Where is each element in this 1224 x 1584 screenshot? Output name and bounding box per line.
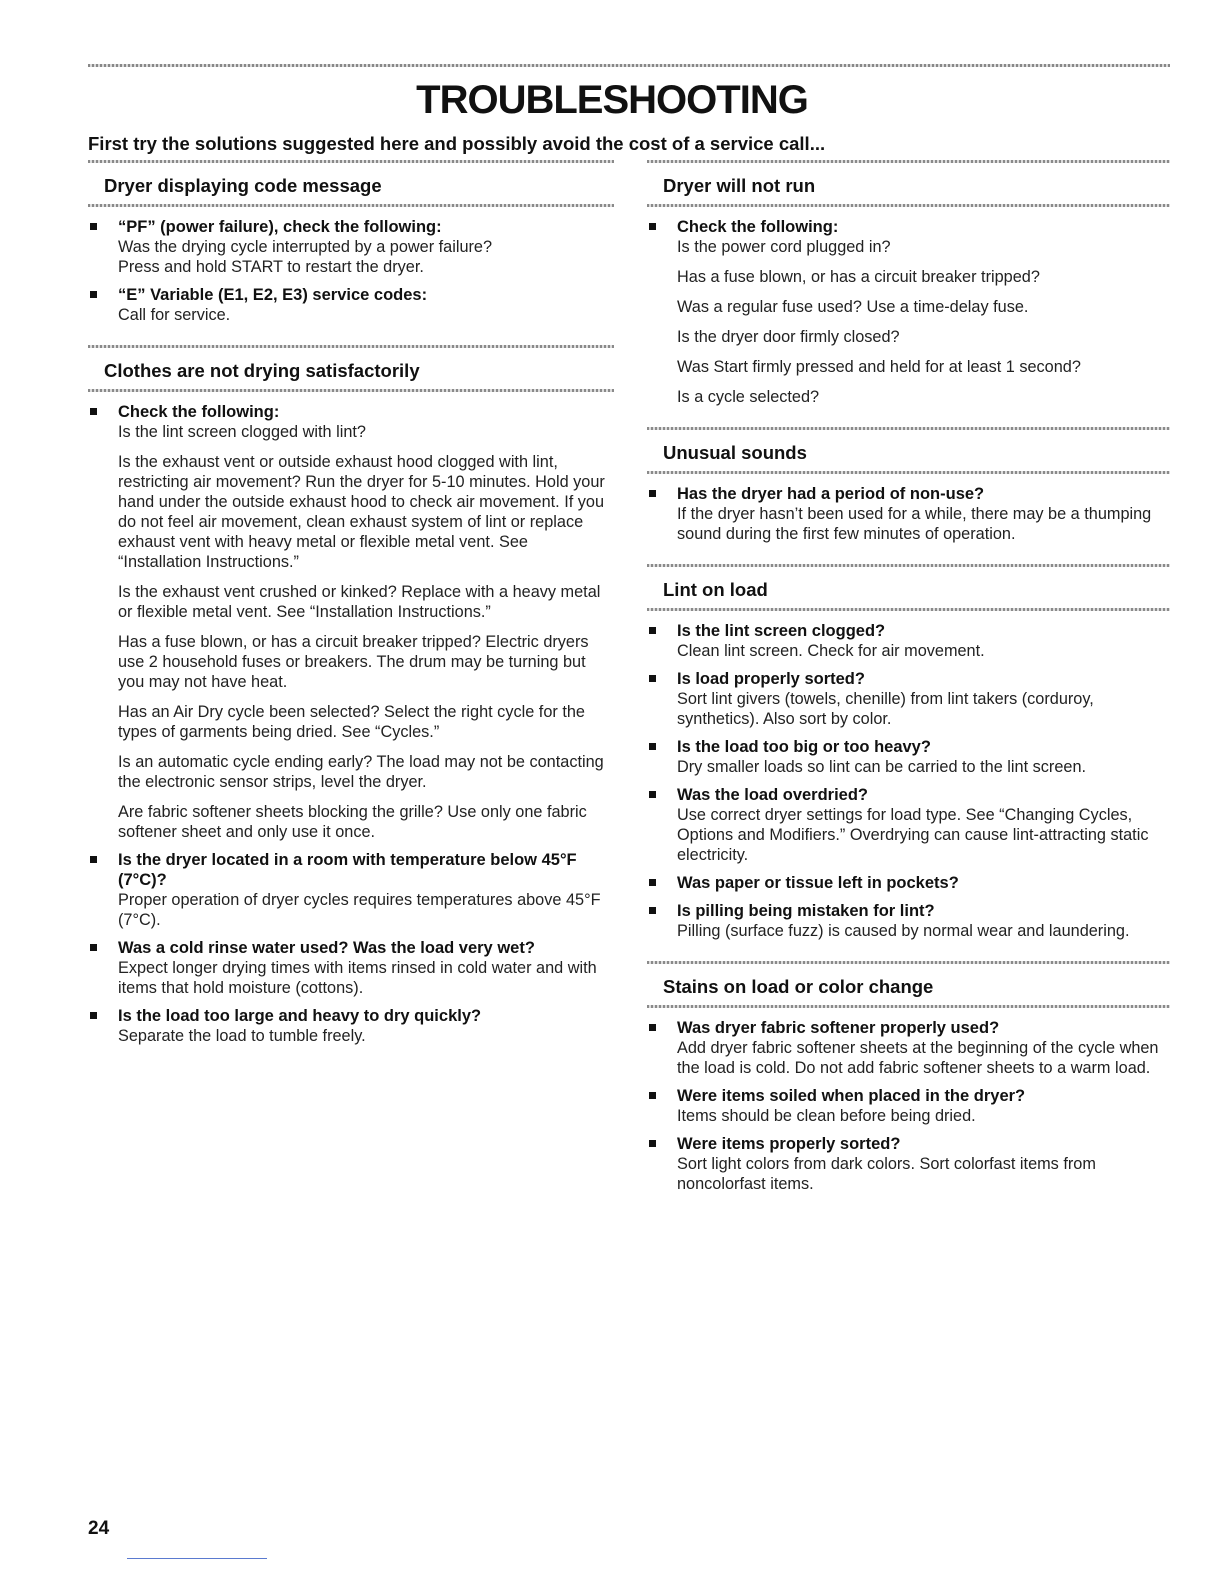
- bullet-icon: [649, 627, 656, 634]
- section-body: [647, 207, 1170, 423]
- page-number: 24: [88, 1518, 110, 1539]
- section-clothes-are-not-drying-satisfactorily: [88, 345, 614, 1062]
- answer-text: Was a regular fuse used? Use a time-delay fuse.: [677, 298, 1029, 316]
- section-rule-bottom: [647, 471, 1170, 474]
- answer-text: Has a fuse blown, or has a circuit breaker tripped?: [677, 268, 1040, 286]
- question-item: [88, 217, 614, 277]
- question-title: Is the lint screen clogged?: [677, 622, 886, 640]
- section-title: Unusual sounds: [663, 442, 807, 463]
- section-header: [647, 564, 1170, 611]
- answer-text: Items should be clean before being dried.: [677, 1107, 976, 1125]
- answer-text: Has a fuse blown, or has a circuit breaker tripped? Electric dryers use 2 household fuses or breakers. The drum may be turning but you may not have heat.: [118, 633, 589, 691]
- section-body: [88, 392, 614, 1062]
- question-title: Were items soiled when placed in the dryer?: [677, 1087, 1026, 1105]
- section-rule-top: [88, 160, 614, 163]
- question-item: [647, 621, 1170, 661]
- section-dryer-displaying-code-message: [88, 160, 614, 341]
- footer-link-rule: [127, 1558, 267, 1559]
- section-body: [88, 207, 614, 341]
- answer-text: Was Start firmly pressed and held for at least 1 second?: [677, 358, 1081, 376]
- section-rule-bottom: [88, 204, 614, 207]
- question-title: Is pilling being mistaken for lint?: [677, 902, 935, 920]
- section-body: [647, 474, 1170, 560]
- section-rule-bottom: [647, 608, 1170, 611]
- answer-text: Is an automatic cycle ending early? The load may not be contacting the electronic sensor strips, level the dryer.: [118, 753, 604, 791]
- section-title: Dryer displaying code message: [104, 175, 382, 196]
- answer-text: If the dryer hasn’t been used for a while, there may be a thumping sound during the first few minutes of operation.: [677, 505, 1152, 543]
- section-header: [88, 345, 614, 392]
- bullet-icon: [90, 1012, 97, 1019]
- section-rule-top: [88, 345, 614, 348]
- question-title: Check the following:: [677, 218, 839, 236]
- bullet-icon: [649, 675, 656, 682]
- bullet-icon: [649, 1024, 656, 1031]
- answer-text: Proper operation of dryer cycles requires temperatures above 45°F (7°C).: [118, 891, 601, 929]
- question-title: Is the dryer located in a room with temperature below 45°F (7°C)?: [118, 851, 577, 889]
- question-title: Was a cold rinse water used? Was the load very wet?: [118, 939, 535, 957]
- question-title: Has the dryer had a period of non-use?: [677, 485, 985, 503]
- question-item: [88, 1006, 614, 1046]
- question-title: Was paper or tissue left in pockets?: [677, 874, 959, 892]
- bullet-icon: [649, 743, 656, 750]
- section-header: [88, 160, 614, 207]
- section-lint-on-load: [647, 564, 1170, 957]
- section-title: Dryer will not run: [663, 175, 816, 196]
- page-subtitle: First try the solutions suggested here and possibly avoid the cost of a service call...: [88, 133, 826, 154]
- answer-text: Add dryer fabric softener sheets at the beginning of the cycle when the load is cold. Do not add fabric softener sheets to a warm load.: [677, 1039, 1159, 1077]
- section-title: Stains on load or color change: [663, 976, 934, 997]
- section-unusual-sounds: [647, 427, 1170, 560]
- bullet-icon: [90, 408, 97, 415]
- section-rule-bottom: [88, 389, 614, 392]
- section-title: Lint on load: [663, 579, 768, 600]
- answer-text: Sort lint givers (towels, chenille) from lint takers (corduroy, synthetics). Also sort by color.: [677, 690, 1094, 728]
- answer-text: Use correct dryer settings for load type. See “Changing Cycles, Options and Modifiers.” Overdrying can cause lint-attracting static electricity.: [677, 806, 1149, 864]
- answer-text: Call for service.: [118, 306, 231, 324]
- bullet-icon: [649, 791, 656, 798]
- bullet-icon: [90, 856, 97, 863]
- answer-text: Pilling (surface fuzz) is caused by normal wear and laundering.: [677, 922, 1130, 940]
- section-body: [647, 611, 1170, 957]
- answer-text: Is the exhaust vent crushed or kinked? Replace with a heavy metal or flexible metal vent. See “Installation Instructions.”: [118, 583, 601, 621]
- answer-text: Sort light colors from dark colors. Sort colorfast items from noncolorfast items.: [677, 1155, 1096, 1193]
- bullet-icon: [90, 291, 97, 298]
- section-header: [647, 427, 1170, 474]
- answer-text: Was the drying cycle interrupted by a power failure? Press and hold START to restart the dryer.: [118, 238, 493, 276]
- section-rule-bottom: [647, 204, 1170, 207]
- answer-text: Expect longer drying times with items rinsed in cold water and with items that hold moisture (cottons).: [118, 959, 597, 997]
- section-rule-top: [647, 160, 1170, 163]
- answer-text: Separate the load to tumble freely.: [118, 1027, 366, 1045]
- question-item: [647, 484, 1170, 544]
- question-item: [88, 938, 614, 998]
- bullet-icon: [649, 1140, 656, 1147]
- answer-text: Is a cycle selected?: [677, 388, 820, 406]
- question-item: [647, 1086, 1170, 1126]
- question-item: [647, 785, 1170, 865]
- section-stains-on-load-or-color-change: [647, 961, 1170, 1210]
- bullet-icon: [649, 879, 656, 886]
- question-title: “PF” (power failure), check the following:: [118, 218, 442, 236]
- question-title: Is the load too big or too heavy?: [677, 738, 931, 756]
- question-title: Were items properly sorted?: [677, 1135, 901, 1153]
- question-item: [88, 285, 614, 325]
- question-title: “E” Variable (E1, E2, E3) service codes:: [118, 286, 428, 304]
- question-title: Was the load overdried?: [677, 786, 869, 804]
- section-rule-top: [647, 564, 1170, 567]
- top-divider: [88, 64, 1170, 67]
- question-item: [88, 850, 614, 930]
- answer-text: Is the lint screen clogged with lint?: [118, 423, 366, 441]
- question-item: [647, 1018, 1170, 1078]
- bullet-icon: [649, 490, 656, 497]
- question-item: [647, 669, 1170, 729]
- question-item: [647, 217, 1170, 407]
- bullet-icon: [649, 223, 656, 230]
- question-title: Was dryer fabric softener properly used?: [677, 1019, 1000, 1037]
- question-title: Is load properly sorted?: [677, 670, 865, 688]
- page-title: TROUBLESHOOTING: [416, 78, 808, 122]
- section-header: [647, 961, 1170, 1008]
- answer-text: Is the dryer door firmly closed?: [677, 328, 900, 346]
- answer-text: Dry smaller loads so lint can be carried to the lint screen.: [677, 758, 1087, 776]
- bullet-icon: [649, 1092, 656, 1099]
- section-rule-bottom: [647, 1005, 1170, 1008]
- section-rule-top: [647, 427, 1170, 430]
- answer-text: Has an Air Dry cycle been selected? Select the right cycle for the types of garments being dried. See “Cycles.”: [118, 703, 585, 741]
- section-title: Clothes are not drying satisfactorily: [104, 360, 420, 381]
- section-header: [647, 160, 1170, 207]
- question-title: Check the following:: [118, 403, 280, 421]
- question-item: [88, 402, 614, 842]
- bullet-icon: [649, 907, 656, 914]
- question-item: [647, 901, 1170, 941]
- left-column: [88, 160, 614, 1062]
- question-item: [647, 737, 1170, 777]
- answer-text: Are fabric softener sheets blocking the grille? Use only one fabric softener sheet and only use it once.: [118, 803, 587, 841]
- answer-text: Is the exhaust vent or outside exhaust hood clogged with lint, restricting air movement? Run the dryer for 5-10 minutes. Hold your hand under the outside exhaust hood to check air movement. If you do not feel air movement, clean exhaust system of lint or replace exhaust vent with heavy metal or flexible metal vent. See “Installation Instructions.”: [118, 453, 605, 571]
- right-column: [647, 160, 1170, 1210]
- section-dryer-will-not-run: [647, 160, 1170, 423]
- question-item: [647, 873, 1170, 893]
- question-item: [647, 1134, 1170, 1194]
- section-rule-top: [647, 961, 1170, 964]
- question-title: Is the load too large and heavy to dry quickly?: [118, 1007, 482, 1025]
- section-body: [647, 1008, 1170, 1210]
- answer-text: Is the power cord plugged in?: [677, 238, 891, 256]
- bullet-icon: [90, 944, 97, 951]
- answer-text: Clean lint screen. Check for air movement.: [677, 642, 985, 660]
- bullet-icon: [90, 223, 97, 230]
